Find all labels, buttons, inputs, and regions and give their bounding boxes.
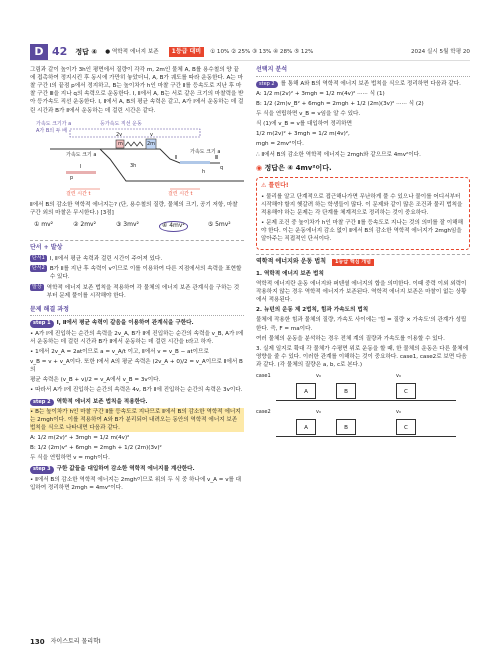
label-2v: 2v: [116, 131, 123, 138]
clue-box: [30, 240, 244, 300]
concept-item-6: 3. 실제 일지로 확대 각 물체가 수평면 위로 운동을 할 때, 한 물체의 운동은 다른 물체에 영향을 줄 수 있다. 이러한 관계를 이해하는 것이 중요하다. case1, case2로 보면 다음과 같다. (각 물체의 질량은 a, b, c로 본다.): [256, 345, 469, 368]
step2-line-3: B: 1/2 (2m)v² + 6mgh = 2mgh + 1/2 (2m)(3v)²: [30, 445, 162, 452]
topic-label: ● 역학적 에너지 보존: [105, 48, 159, 55]
step3-badge: step 3: [30, 466, 54, 473]
clue-item-2: [30, 265, 244, 281]
section-letter-box: D: [30, 44, 48, 60]
concept-item-5: 여러 물체의 운동을 분석하는 경우 전체 계의 질량과 가속도를 이용할 수 있다.: [256, 335, 445, 342]
label-zone-1: Ⅰ: [80, 163, 82, 170]
case2-track: [276, 417, 456, 437]
step1-line-4: 평균 속력은 (v_B + v)/2 = v_A에서 v_B = 3v이다.: [30, 377, 161, 384]
final-answer: [256, 163, 470, 173]
step1-line-3: v_B = v + v_A이다. 또한 Ⅰ에서 A의 평균 속력은 (2v_A + 0)/2 = v_A이므로 Ⅱ에서 B의: [30, 359, 243, 374]
label-a-double: A가 B의 두 배: [36, 127, 67, 134]
case2-box-c: C: [396, 419, 416, 435]
label-zone-2: Ⅱ: [175, 154, 178, 161]
choice-2[interactable]: ② 2mv²: [73, 220, 96, 228]
right-column: [256, 66, 470, 443]
answer-choices: [34, 221, 244, 232]
label-h: h: [202, 168, 206, 175]
case2-vel-1: v₀: [316, 409, 321, 416]
alt-line-6: mgh = 2mv²이다.: [256, 141, 304, 148]
step3-title: [30, 465, 244, 473]
problem-diagram: [30, 119, 244, 197]
warning-box: [256, 177, 470, 250]
warning-heading-text: 틀린다!: [268, 181, 289, 189]
problem-text: 그림과 같이 높이가 3h인 평면에서 질량이 각각 m, 2m인 물체 A, B를 용수철의 양 끝에 접촉하여 정지시킨 후 동시에 가만히 놓았더니, A, B가 궤도를 따라 운동한다. A는 마찰 구간 Ⅰ의 끝점 p에서 정지하고, B는 높이차가 h인 마찰 구간 Ⅱ를 등속도로 지난 후 마찰 구간 Ⅲ을 지나 q의 속력으로 운동한다. Ⅰ, Ⅱ에서 A, B는 서로 같은 크기의 마찰력을 받아 등가속도 직선 운동한다. Ⅰ, Ⅱ에서 A, B의 평균 속력은 같고, A가 Ⅰ에서 운동하는 데 걸린 시간과 B가 Ⅱ에서 운동하는 데 걸린 시간은 같다.: [30, 67, 244, 114]
answer-stats: ① 10% ② 25% ③ 13% ④ 28% ⑤ 12%: [210, 48, 314, 55]
alt-line-1: A: 1/2 m(2v)² + 3mgh = 1/2 m(4v)² ······ 식 (1): [256, 90, 385, 97]
clue-heading: 단서 + 발상: [30, 243, 63, 251]
concept-item-1: 1. 역학적 에너지 보존 법칙: [256, 270, 324, 277]
clue-item-3: [30, 284, 244, 300]
label-v: v: [150, 131, 153, 138]
question-header: [30, 44, 470, 61]
alt-intro-text: 를 통해 A와 B의 역학적 에너지 보존 법칙을 식으로 정리하면 다음과 같다.: [280, 80, 461, 87]
step1-text: Ⅰ, Ⅱ에서 평균 속력이 같음을 이용하여 관계식을 구한다.: [56, 320, 194, 327]
label-accel-a: 가속도 크기가 a: [36, 120, 72, 127]
case1-vel-2: v₀: [396, 373, 401, 380]
warning-item-2: • 문제 조건 중 높이차가 h인 마찰 구간 Ⅱ를 등속도로 지나는 것의 의미를 잘 이해해야 한다. 이는 운동에너지 감소 없이 Ⅱ에서 B의 감소한 역학적 에너지가 2mgh임을 알아주는 직접적인 단서이다.: [261, 219, 464, 243]
label-zone-3: Ⅲ: [215, 154, 219, 161]
step3-text: 구한 값들을 대입하여 감소한 역학적 에너지를 계산한다.: [56, 466, 195, 473]
case2-box-a: A: [296, 419, 316, 435]
clue-text-3: 역학적 에너지 보존 법칙을 적용하여 각 물체의 에너지 보존 관계식을 구하는 것부터 문제 풀이를 시작해야 한다.: [46, 284, 240, 299]
alt-intro: [256, 80, 470, 88]
case1-label: case1: [256, 373, 271, 380]
label-time-left: 걸린 시간 t: [66, 190, 91, 197]
step2-line-2: A: 1/2 m(2v)² + 3mgh = 1/2 m(4v)²: [30, 435, 130, 442]
step2-badge: step 2: [30, 399, 54, 406]
case2-vel-2: v₀: [396, 409, 401, 416]
step1-badge: step 1: [30, 320, 54, 327]
alt-line-4: 식 (1)에 v_B = v를 대입하여 정리하면: [256, 121, 352, 128]
clue-tag-2: 단서2: [32, 265, 45, 272]
alt-step-badge: step 2: [256, 81, 278, 88]
clue-tag-3: 발상: [32, 283, 42, 290]
case1-track: [276, 381, 456, 401]
case1-box-a: A: [296, 383, 316, 399]
step1-line-5: • 따라서 A가 Ⅰ에 진입하는 순간의 속력은 4v, B가 Ⅱ에 진입하는 순간의 속력은 3v이다.: [30, 387, 243, 394]
step1-line-2: • 1에서 2v_A = 2at이므로 a = v_A/t 이고, Ⅱ에서 v = v_B − at이므로: [30, 348, 209, 355]
left-column: [30, 66, 244, 494]
step1-line-1: • A가 Ⅰ에 진입하는 순간의 속력을 2v_A, B가 Ⅱ에 진입하는 순간의 속력을 v_B, A가 Ⅰ에서 운동하는 데 걸린 시간과 B가 Ⅱ에서 운동하는 데 걸린 시간을 t라고 하자.: [30, 330, 244, 345]
concept-header: [256, 258, 470, 267]
label-time-right: 걸린 시간 t: [168, 190, 193, 197]
question-text: Ⅱ에서 B의 감소한 역학적 에너지는? (단, 용수철의 질량, 물체의 크기, 공기 저항, 마찰 구간 외의 마찰은 무시한다.) [3점]: [30, 201, 238, 216]
case2-box-b: B: [336, 419, 356, 435]
warning-icon: ⚠: [261, 181, 267, 189]
choice-3[interactable]: ③ 3mv²: [116, 220, 139, 228]
clue-text-2: B가 Ⅱ를 지난 후 속력이 v이므로 이를 이용하여 다른 지점에서의 속력을 표현할 수 있다.: [49, 266, 242, 281]
label-accel-left: 가속도 크기 a: [66, 151, 97, 158]
grade-badge: 1등급 대비: [169, 47, 204, 58]
step1-title: [30, 319, 244, 327]
label-mass-a: m: [118, 140, 123, 147]
alt-solution-heading: 선택지 분석: [256, 66, 470, 77]
page-footer: [30, 637, 101, 647]
label-p: p: [70, 174, 74, 181]
clue-item-1: [30, 255, 244, 263]
source-label: 2024 실시 5월 학평 20: [410, 48, 470, 55]
case1-box-b: B: [336, 383, 356, 399]
page-number: 130: [30, 638, 45, 646]
alt-line-2: B: 1/2 (2m)v_B² + 6mgh = 2mgh + 1/2 (2m)(3v)² ······ 식 (2): [256, 101, 424, 108]
step2-text: 역학적 에너지 보존 법칙을 적용한다.: [56, 398, 148, 405]
case-diagram: [256, 373, 470, 443]
concept-item-2: 역학적 에너지란 운동 에너지와 퍼텐셜 에너지의 합을 의미한다. 이때 중력 이외 외력이 작용하지 않는 경우 역학적 에너지가 보존된다. 역학적 에너지 보존은 마찰이 없는 상황에서 적용된다.: [256, 280, 467, 304]
step2-line-4: 두 식을 연립하면 v = mgh이다.: [30, 455, 110, 462]
case1-vel-1: v₀: [316, 373, 321, 380]
label-q: q: [220, 164, 224, 171]
alt-line-5: 1/2 m(2v)² + 3mgh = 1/2 m(4v)²,: [256, 131, 350, 138]
case2-label: case2: [256, 409, 271, 416]
clue-tag-1: 단서1: [32, 255, 45, 262]
label-3h: 3h: [130, 162, 137, 169]
alt-line-7: ∴ Ⅱ에서 B의 감소한 역학적 에너지는 2mgh와 같으므로 4mv²이다.: [256, 151, 421, 158]
book-title: 자이스토리 물리학Ⅰ: [50, 637, 101, 645]
alt-line-3: 두 식을 연립하면 v_B = v임을 알 수 있다.: [256, 111, 361, 118]
label-uniform-motion: 등가속도 직선 운동: [100, 120, 142, 127]
choice-1[interactable]: ① mv²: [34, 220, 54, 228]
concept-item-4: 물체에 작용한 힘과 물체의 질량, 가속도 사이에는 '힘 = 질량 × 가속도'의 관계가 성립한다. 즉, F = ma이다.: [256, 317, 467, 332]
label-accel-right: 가속도 크기 a: [190, 148, 221, 155]
step2-title: [30, 398, 244, 406]
concept-item-3: 2. 뉴턴의 운동 제 2법칙, 힘과 가속도의 법칙: [256, 307, 369, 314]
question-number: 42: [52, 45, 68, 59]
step3-line-1: • Ⅱ에서 B의 감소한 역학적 에너지는 2mgh이므로 위의 두 식 중 하나에 v_A = v를 대입하여 정리하면 2mgh = 4mv²이다.: [30, 476, 242, 491]
step2-line-1: • B는 높이차가 h인 마찰 구간 Ⅱ를 등속도로 지나므로 Ⅱ에서 B의 감소한 역학적 에너지는 2mgh이다. 이를 적용하여 A와 B가 분리되어 내려오는 동안의 역학적 에너지 보존 법칙을 식으로 나타내면 다음과 같다.: [30, 408, 244, 432]
concept-box: [256, 254, 470, 443]
choice-4-selected[interactable]: ④ 4mv²: [159, 221, 188, 232]
concept-heading: 역학적 에너지와 운동 법칙: [256, 258, 327, 266]
final-answer-text: 정답은 ④ 4mv²이다.: [264, 163, 332, 172]
warning-item-1: • 물리를 알고 단계적으로 접근해나가면 무난하게 풀 수 있으나 물이를 어디서부터 시작해야 할지 헷갈려 하는 학생들이 많다. 이 문제와 같이 많은 조건과 물리 법칙을 적용해야 하는 문제는 각 단계를 체계적으로 정리하는 것이 중요하다.: [261, 193, 463, 216]
choice-5[interactable]: ⑤ 5mv²: [207, 220, 231, 228]
case1-box-c: C: [396, 383, 416, 399]
clue-text-1: Ⅰ, Ⅱ에서 평균 속력과 걸린 시간이 주어져 있다.: [49, 256, 163, 263]
warning-heading: [261, 182, 465, 191]
answer-label: 정답 ④: [75, 47, 98, 56]
solution-heading: 문제 해결 과정: [30, 306, 244, 317]
concept-badge: 1등급 핵심 개념: [332, 259, 374, 266]
check-icon: ◉: [256, 163, 263, 172]
label-mass-b: 2m: [147, 140, 156, 147]
